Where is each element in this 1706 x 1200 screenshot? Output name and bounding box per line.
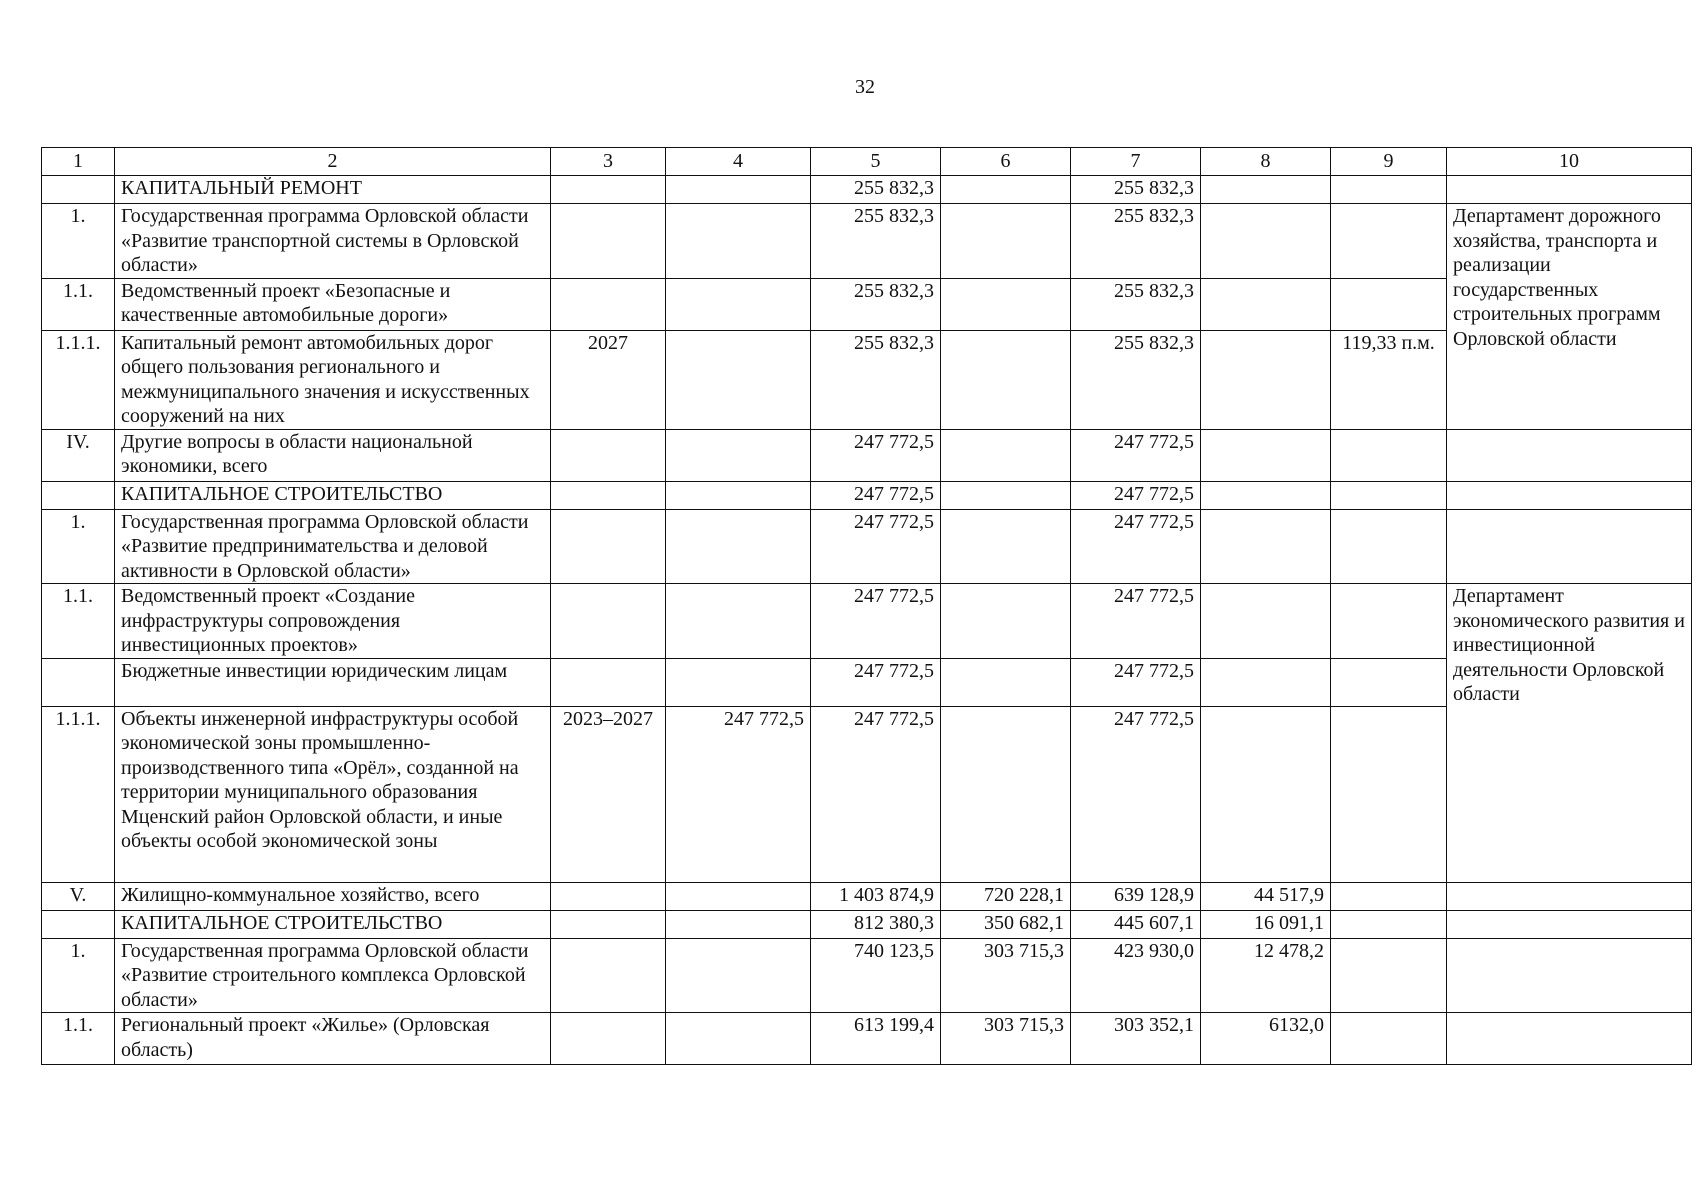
row-cost [666, 910, 811, 938]
row-cost [666, 938, 811, 1013]
row-regional: 445 607,1 [1071, 910, 1201, 938]
row-cost [666, 278, 811, 330]
row-total: 812 380,3 [811, 910, 941, 938]
table-row [42, 938, 1692, 1013]
header-cell: 5 [811, 148, 941, 176]
row-local [1201, 330, 1331, 429]
row-capacity [1331, 658, 1447, 706]
row-capacity [1331, 1013, 1447, 1065]
row-capacity [1331, 706, 1447, 882]
row-total: 740 123,5 [811, 938, 941, 1013]
row-cost [666, 584, 811, 659]
table-row [42, 509, 1692, 584]
row-cost [666, 882, 811, 910]
header-cell: 4 [666, 148, 811, 176]
row-regional: 255 832,3 [1071, 204, 1201, 279]
row-title: Капитальный ремонт автомобильных дорог общего пользования регионального и межмуниципального значения и искусственных сооружений на них [115, 330, 551, 429]
row-total: 255 832,3 [811, 176, 941, 204]
row-title: Ведомственный проект «Безопасные и качественные автомобильные дороги» [115, 278, 551, 330]
row-local [1201, 278, 1331, 330]
row-period [551, 176, 666, 204]
header-cell: 2 [115, 148, 551, 176]
row-federal [941, 706, 1071, 882]
row-regional: 255 832,3 [1071, 330, 1201, 429]
row-cost [666, 429, 811, 481]
row-title: Ведомственный проект «Создание инфраструктуры сопровождения инвестиционных проектов» [115, 584, 551, 659]
row-capacity: 119,33 п.м. [1331, 330, 1447, 429]
header-row [42, 148, 1692, 176]
row-cost [666, 481, 811, 509]
row-federal: 303 715,3 [941, 1013, 1071, 1065]
row-number: 1. [42, 204, 115, 279]
row-total: 1 403 874,9 [811, 882, 941, 910]
responsible-cell [1447, 938, 1692, 1013]
page-number: 32 [855, 76, 875, 98]
table-row [42, 658, 1692, 706]
table-row [42, 481, 1692, 509]
row-period: 2023–2027 [551, 706, 666, 882]
row-federal [941, 658, 1071, 706]
row-cost [666, 330, 811, 429]
row-period [551, 658, 666, 706]
row-local [1201, 658, 1331, 706]
row-cost [666, 176, 811, 204]
row-regional: 247 772,5 [1071, 658, 1201, 706]
row-cost [666, 509, 811, 584]
row-local [1201, 706, 1331, 882]
row-title: КАПИТАЛЬНЫЙ РЕМОНТ [115, 176, 551, 204]
row-number: 1. [42, 938, 115, 1013]
row-period [551, 204, 666, 279]
row-federal [941, 176, 1071, 204]
table-row [42, 1013, 1692, 1065]
row-regional: 247 772,5 [1071, 509, 1201, 584]
row-period [551, 429, 666, 481]
row-cost [666, 204, 811, 279]
row-capacity [1331, 910, 1447, 938]
row-total: 613 199,4 [811, 1013, 941, 1065]
row-title: Государственная программа Орловской области «Развитие предпринимательства и деловой активности в Орловской области» [115, 509, 551, 584]
row-title: КАПИТАЛЬНОЕ СТРОИТЕЛЬСТВО [115, 910, 551, 938]
table-row [42, 176, 1692, 204]
row-period [551, 938, 666, 1013]
row-capacity [1331, 481, 1447, 509]
row-number: 1.1.1. [42, 706, 115, 882]
row-cost: 247 772,5 [666, 706, 811, 882]
row-number: 1.1.1. [42, 330, 115, 429]
responsible-department-economy: Департамент экономического развития и инвестиционной деятельности Орловской области [1447, 584, 1692, 883]
row-regional: 247 772,5 [1071, 706, 1201, 882]
header-cell: 8 [1201, 148, 1331, 176]
row-regional: 247 772,5 [1071, 429, 1201, 481]
row-title: Региональный проект «Жилье» (Орловская область) [115, 1013, 551, 1065]
row-capacity [1331, 509, 1447, 584]
header-cell: 3 [551, 148, 666, 176]
row-federal [941, 509, 1071, 584]
row-total: 255 832,3 [811, 278, 941, 330]
header-cell: 9 [1331, 148, 1447, 176]
table-row [42, 330, 1692, 429]
row-federal [941, 584, 1071, 659]
row-regional: 247 772,5 [1071, 481, 1201, 509]
table-row [42, 584, 1692, 659]
row-local [1201, 509, 1331, 584]
row-total: 247 772,5 [811, 706, 941, 882]
row-title: Другие вопросы в области национальной экономики, всего [115, 429, 551, 481]
row-period [551, 910, 666, 938]
header-cell: 10 [1447, 148, 1692, 176]
responsible-cell [1447, 176, 1692, 204]
row-title: Жилищно-коммунальное хозяйство, всего [115, 882, 551, 910]
row-period [551, 1013, 666, 1065]
responsible-cell [1447, 1013, 1692, 1065]
row-regional: 423 930,0 [1071, 938, 1201, 1013]
row-capacity [1331, 204, 1447, 279]
row-local [1201, 429, 1331, 481]
responsible-cell [1447, 882, 1692, 910]
row-federal [941, 429, 1071, 481]
row-federal [941, 204, 1071, 279]
row-local [1201, 481, 1331, 509]
table-body [42, 148, 1692, 1065]
table-row [42, 910, 1692, 938]
row-regional: 303 352,1 [1071, 1013, 1201, 1065]
row-number: 1.1. [42, 1013, 115, 1065]
header-cell: 1 [42, 148, 115, 176]
table-row [42, 278, 1692, 330]
row-number: V. [42, 882, 115, 910]
responsible-department-transport: Департамент дорожного хозяйства, транспорта и реализации государственных строительных программ Орловской области [1447, 204, 1692, 430]
row-total: 247 772,5 [811, 481, 941, 509]
row-regional: 255 832,3 [1071, 176, 1201, 204]
row-number [42, 481, 115, 509]
row-number [42, 176, 115, 204]
row-title: Государственная программа Орловской области «Развитие строительного комплекса Орловской области» [115, 938, 551, 1013]
row-federal: 350 682,1 [941, 910, 1071, 938]
row-total: 247 772,5 [811, 658, 941, 706]
row-number [42, 658, 115, 706]
row-federal [941, 330, 1071, 429]
row-capacity [1331, 938, 1447, 1013]
responsible-cell [1447, 910, 1692, 938]
row-period [551, 278, 666, 330]
row-title: Объекты инженерной инфраструктуры особой экономической зоны промышленно-производственного типа «Орёл», созданной на территории муниципального образования Мценский район Орловской области, и иные объекты особой экономической зоны [115, 706, 551, 882]
table-row [42, 882, 1692, 910]
row-capacity [1331, 429, 1447, 481]
row-cost [666, 658, 811, 706]
row-federal [941, 481, 1071, 509]
row-regional: 247 772,5 [1071, 584, 1201, 659]
row-capacity [1331, 584, 1447, 659]
row-total: 247 772,5 [811, 584, 941, 659]
row-local [1201, 584, 1331, 659]
row-period: 2027 [551, 330, 666, 429]
row-regional: 255 832,3 [1071, 278, 1201, 330]
row-period [551, 882, 666, 910]
row-total: 247 772,5 [811, 509, 941, 584]
row-number: IV. [42, 429, 115, 481]
row-regional: 639 128,9 [1071, 882, 1201, 910]
row-number: 1.1. [42, 584, 115, 659]
responsible-cell [1447, 481, 1692, 509]
row-local: 6132,0 [1201, 1013, 1331, 1065]
row-total: 255 832,3 [811, 330, 941, 429]
row-local: 12 478,2 [1201, 938, 1331, 1013]
row-title: Бюджетные инвестиции юридическим лицам [115, 658, 551, 706]
table-row [42, 706, 1692, 882]
budget-table [41, 147, 1692, 1065]
responsible-cell [1447, 509, 1692, 584]
header-cell: 6 [941, 148, 1071, 176]
row-federal [941, 278, 1071, 330]
table-row [42, 429, 1692, 481]
row-local: 44 517,9 [1201, 882, 1331, 910]
row-total: 255 832,3 [811, 204, 941, 279]
row-period [551, 584, 666, 659]
row-capacity [1331, 882, 1447, 910]
row-number [42, 910, 115, 938]
header-cell: 7 [1071, 148, 1201, 176]
row-period [551, 509, 666, 584]
row-cost [666, 1013, 811, 1065]
row-federal: 303 715,3 [941, 938, 1071, 1013]
row-local [1201, 204, 1331, 279]
row-local [1201, 176, 1331, 204]
row-title: Государственная программа Орловской области «Развитие транспортной системы в Орловской области» [115, 204, 551, 279]
row-total: 247 772,5 [811, 429, 941, 481]
table-row [42, 204, 1692, 279]
row-capacity [1331, 278, 1447, 330]
row-capacity [1331, 176, 1447, 204]
row-number: 1.1. [42, 278, 115, 330]
row-local: 16 091,1 [1201, 910, 1331, 938]
row-federal: 720 228,1 [941, 882, 1071, 910]
row-title: КАПИТАЛЬНОЕ СТРОИТЕЛЬСТВО [115, 481, 551, 509]
row-number: 1. [42, 509, 115, 584]
row-period [551, 481, 666, 509]
responsible-cell [1447, 429, 1692, 481]
